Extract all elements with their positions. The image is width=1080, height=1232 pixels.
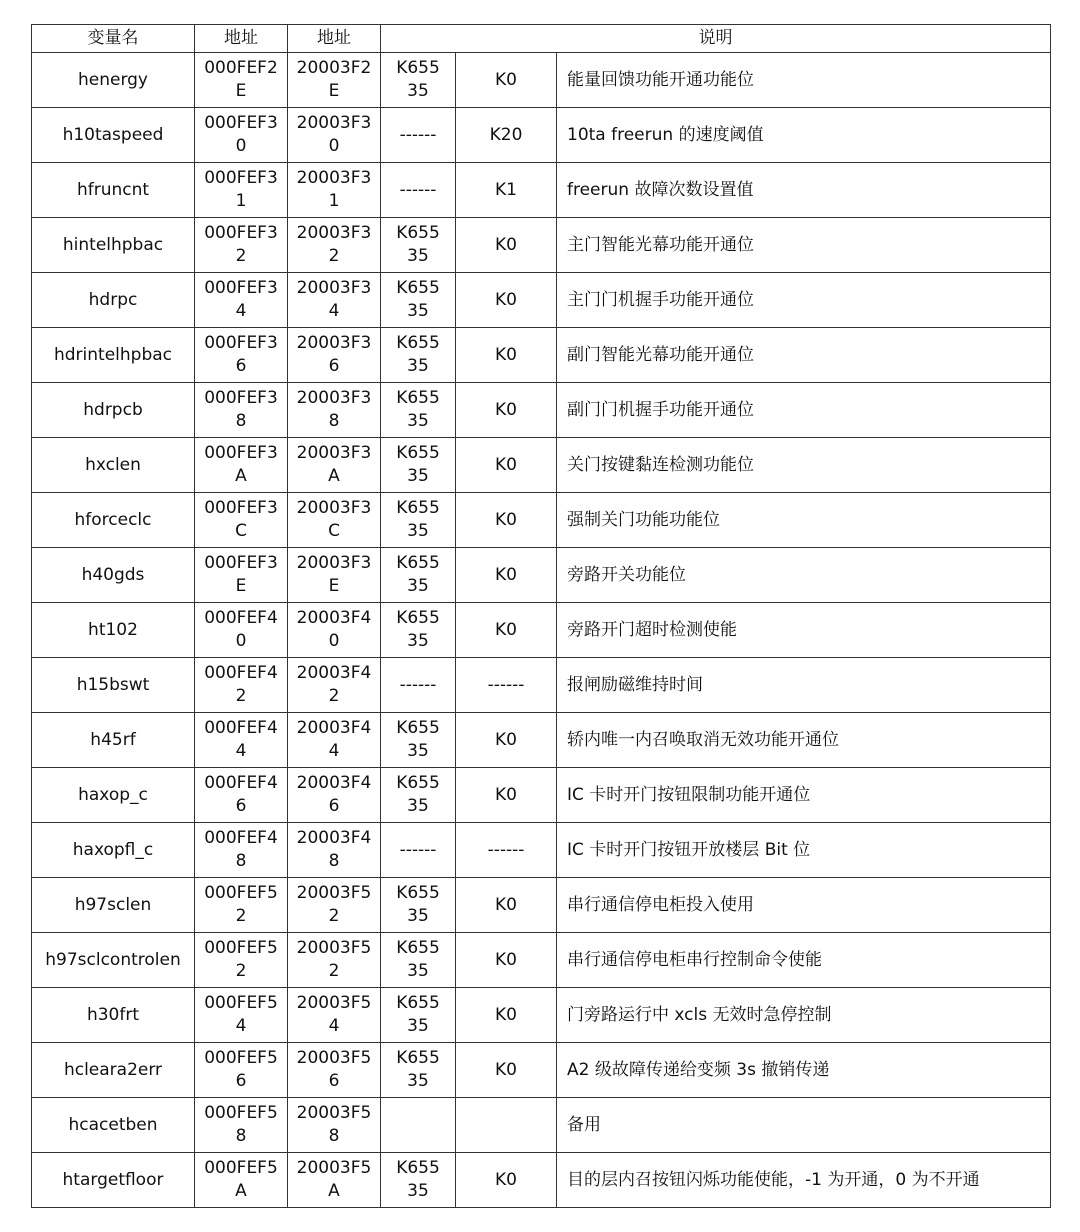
max-value-cell — [381, 438, 456, 493]
default-value-cell-text: K0 — [495, 454, 517, 475]
description-cell-text: IC 卡时开门按钮开放楼层 Bit 位 — [567, 839, 811, 860]
table-row — [32, 218, 1051, 273]
table-row — [32, 548, 1051, 603]
max-value-cell-text: ------ — [399, 839, 437, 860]
max-value-cell-text: ------ — [399, 179, 437, 200]
default-value-cell — [456, 328, 557, 383]
address-1-cell-text: 000FEF2E — [204, 58, 278, 101]
max-value-cell-text: K65535 — [396, 773, 440, 816]
table-row — [32, 823, 1051, 878]
table-row — [32, 1153, 1051, 1208]
description-cell — [557, 383, 1051, 438]
address-1-cell-text: 000FEF3E — [204, 553, 278, 596]
table-row — [32, 603, 1051, 658]
address-2-cell-text: 20003F58 — [296, 1103, 372, 1146]
description-cell — [557, 658, 1051, 713]
table-row — [32, 713, 1051, 768]
default-value-cell-text: K0 — [495, 894, 517, 915]
address-2-cell-text: 20003F34 — [296, 278, 372, 321]
variable-name-cell — [32, 1043, 195, 1098]
address-1-cell — [195, 768, 288, 823]
max-value-cell — [381, 878, 456, 933]
variable-name-cell — [32, 53, 195, 108]
max-value-cell — [381, 603, 456, 658]
variable-name-cell-text: htargetfloor — [62, 1169, 164, 1190]
description-cell-text: 10ta freerun 的速度阈值 — [567, 124, 764, 145]
address-2-cell-text: 20003F5A — [296, 1158, 372, 1201]
description-cell — [557, 218, 1051, 273]
header-variable-name: 变量名 — [32, 25, 195, 53]
default-value-cell-text: K0 — [495, 69, 517, 90]
default-value-cell — [456, 713, 557, 768]
max-value-cell — [381, 1153, 456, 1208]
variable-name-cell — [32, 1153, 195, 1208]
table-row — [32, 438, 1051, 493]
max-value-cell-text: ------ — [399, 124, 437, 145]
max-value-cell — [381, 988, 456, 1043]
variable-name-cell-text: h15bswt — [76, 674, 150, 695]
description-cell-text: 旁路开关功能位 — [567, 564, 686, 585]
variable-name-cell — [32, 273, 195, 328]
address-1-cell-text: 000FEF32 — [204, 223, 278, 266]
default-value-cell — [456, 1043, 557, 1098]
variable-name-cell-text: hcleara2err — [63, 1059, 163, 1080]
max-value-cell-text: K65535 — [396, 223, 440, 266]
address-1-cell-text: 000FEF3C — [204, 498, 278, 541]
address-2-cell — [288, 383, 381, 438]
default-value-cell-text: K20 — [489, 124, 523, 145]
description-cell — [557, 328, 1051, 383]
address-2-cell-text: 20003F31 — [296, 168, 372, 211]
default-value-cell-text: K0 — [495, 399, 517, 420]
max-value-cell-text: K65535 — [396, 993, 440, 1036]
table-row — [32, 493, 1051, 548]
address-1-cell — [195, 383, 288, 438]
address-1-cell — [195, 1098, 288, 1153]
address-1-cell — [195, 438, 288, 493]
default-value-cell-text: K0 — [495, 1169, 517, 1190]
table-row — [32, 108, 1051, 163]
variable-name-cell — [32, 1098, 195, 1153]
variable-table — [31, 24, 1051, 1208]
max-value-cell — [381, 548, 456, 603]
address-2-cell — [288, 713, 381, 768]
max-value-cell — [381, 1043, 456, 1098]
description-cell — [557, 933, 1051, 988]
variable-name-cell — [32, 493, 195, 548]
table-row — [32, 1098, 1051, 1153]
table-row — [32, 1043, 1051, 1098]
default-value-cell — [456, 438, 557, 493]
variable-name-cell — [32, 713, 195, 768]
variable-name-cell — [32, 163, 195, 218]
description-cell-text: 关门按键黏连检测功能位 — [567, 454, 754, 475]
default-value-cell-text: K1 — [495, 179, 517, 200]
description-cell — [557, 493, 1051, 548]
table-row — [32, 383, 1051, 438]
address-1-cell — [195, 328, 288, 383]
max-value-cell — [381, 823, 456, 878]
address-2-cell — [288, 1153, 381, 1208]
address-1-cell-text: 000FEF54 — [204, 993, 278, 1036]
address-2-cell — [288, 273, 381, 328]
header-address-2: 地址 — [288, 25, 381, 53]
address-2-cell — [288, 768, 381, 823]
address-2-cell — [288, 1043, 381, 1098]
description-cell — [557, 878, 1051, 933]
address-2-cell — [288, 438, 381, 493]
address-1-cell-text: 000FEF44 — [204, 718, 278, 761]
variable-name-cell-text: haxopfl_c — [72, 839, 154, 860]
description-cell — [557, 108, 1051, 163]
default-value-cell — [456, 273, 557, 328]
description-cell-text: 副门智能光幕功能开通位 — [567, 344, 754, 365]
max-value-cell — [381, 328, 456, 383]
variable-name-cell-text: hdrpcb — [83, 399, 143, 420]
max-value-cell — [381, 218, 456, 273]
table-row — [32, 768, 1051, 823]
description-cell — [557, 713, 1051, 768]
address-1-cell-text: 000FEF40 — [204, 608, 278, 651]
address-1-cell — [195, 548, 288, 603]
max-value-cell — [381, 713, 456, 768]
variable-name-cell-text: henergy — [77, 69, 148, 90]
max-value-cell — [381, 768, 456, 823]
max-value-cell — [381, 53, 456, 108]
address-1-cell-text: 000FEF46 — [204, 773, 278, 816]
variable-name-cell-text: hdrpc — [88, 289, 138, 310]
description-cell-text: 报闸励磁维持时间 — [567, 674, 703, 695]
default-value-cell — [456, 218, 557, 273]
description-cell — [557, 1153, 1051, 1208]
address-2-cell — [288, 163, 381, 218]
address-1-cell-text: 000FEF38 — [204, 388, 278, 431]
default-value-cell — [456, 768, 557, 823]
default-value-cell — [456, 988, 557, 1043]
max-value-cell-text: K65535 — [396, 718, 440, 761]
description-cell — [557, 548, 1051, 603]
max-value-cell — [381, 163, 456, 218]
default-value-cell-text: K0 — [495, 234, 517, 255]
address-2-cell-text: 20003F44 — [296, 718, 372, 761]
max-value-cell-text: K65535 — [396, 333, 440, 376]
default-value-cell-text: K0 — [495, 949, 517, 970]
table-row — [32, 273, 1051, 328]
address-1-cell-text: 000FEF48 — [204, 828, 278, 871]
address-1-cell — [195, 823, 288, 878]
max-value-cell — [381, 108, 456, 163]
address-1-cell — [195, 163, 288, 218]
address-2-cell-text: 20003F38 — [296, 388, 372, 431]
address-1-cell — [195, 1043, 288, 1098]
variable-name-cell — [32, 328, 195, 383]
address-2-cell-text: 20003F52 — [296, 938, 372, 981]
variable-name-cell-text: h40gds — [81, 564, 145, 585]
table-row — [32, 53, 1051, 108]
address-2-cell-text: 20003F30 — [296, 113, 372, 156]
variable-name-cell — [32, 383, 195, 438]
max-value-cell — [381, 383, 456, 438]
variable-name-cell — [32, 603, 195, 658]
address-2-cell — [288, 1098, 381, 1153]
address-2-cell — [288, 53, 381, 108]
max-value-cell-text: K65535 — [396, 608, 440, 651]
variable-name-cell-text: ht102 — [88, 619, 138, 640]
default-value-cell — [456, 493, 557, 548]
address-1-cell — [195, 878, 288, 933]
description-cell-text: 备用 — [567, 1114, 601, 1135]
address-1-cell — [195, 603, 288, 658]
max-value-cell — [381, 933, 456, 988]
description-cell-text: 串行通信停电柜投入使用 — [567, 894, 754, 915]
default-value-cell-text: K0 — [495, 784, 517, 805]
variable-name-cell-text: h97sclcontrolen — [45, 949, 181, 970]
variable-name-cell — [32, 878, 195, 933]
address-1-cell — [195, 53, 288, 108]
description-cell-text: 副门门机握手功能开通位 — [567, 399, 754, 420]
default-value-cell — [456, 823, 557, 878]
variable-name-cell — [32, 548, 195, 603]
address-2-cell-text: 20003F32 — [296, 223, 372, 266]
max-value-cell — [381, 493, 456, 548]
variable-name-cell-text: hforceclc — [74, 509, 152, 530]
table-header-row — [32, 25, 1051, 53]
address-1-cell — [195, 713, 288, 768]
description-cell — [557, 1098, 1051, 1153]
address-2-cell-text: 20003F42 — [296, 663, 372, 706]
variable-name-cell — [32, 933, 195, 988]
address-1-cell-text: 000FEF31 — [204, 168, 278, 211]
description-cell-text: 轿内唯一内召唤取消无效功能开通位 — [567, 729, 839, 750]
max-value-cell-text: K65535 — [396, 498, 440, 541]
variable-name-cell-text: hxclen — [85, 454, 141, 475]
header-address-1: 地址 — [195, 25, 288, 53]
default-value-cell — [456, 658, 557, 713]
max-value-cell-text: K65535 — [396, 443, 440, 486]
address-2-cell-text: 20003F48 — [296, 828, 372, 871]
description-cell-text: 旁路开门超时检测使能 — [567, 619, 737, 640]
address-2-cell-text: 20003F3A — [296, 443, 372, 486]
variable-name-cell-text: hcacetben — [68, 1114, 158, 1135]
default-value-cell — [456, 878, 557, 933]
variable-name-cell-text: h97sclen — [74, 894, 152, 915]
description-cell-text: 能量回馈功能开通功能位 — [567, 69, 754, 90]
table-row — [32, 658, 1051, 713]
description-cell — [557, 438, 1051, 493]
variable-name-cell-text: haxop_c — [78, 784, 148, 805]
address-2-cell-text: 20003F56 — [296, 1048, 372, 1091]
address-1-cell-text: 000FEF56 — [204, 1048, 278, 1091]
description-cell-text: freerun 故障次数设置值 — [567, 179, 754, 200]
address-2-cell — [288, 218, 381, 273]
address-2-cell-text: 20003F3C — [296, 498, 372, 541]
address-2-cell — [288, 108, 381, 163]
description-cell — [557, 988, 1051, 1043]
default-value-cell-text: K0 — [495, 564, 517, 585]
table-row — [32, 933, 1051, 988]
address-1-cell — [195, 218, 288, 273]
description-cell — [557, 273, 1051, 328]
variable-name-cell-text: h30frt — [86, 1004, 140, 1025]
address-2-cell-text: 20003F40 — [296, 608, 372, 651]
default-value-cell — [456, 108, 557, 163]
max-value-cell-text: K65535 — [396, 1158, 440, 1201]
address-1-cell — [195, 493, 288, 548]
address-2-cell — [288, 658, 381, 713]
address-1-cell — [195, 658, 288, 713]
max-value-cell-text: K65535 — [396, 388, 440, 431]
address-1-cell — [195, 988, 288, 1043]
address-2-cell — [288, 493, 381, 548]
description-cell-text: 门旁路运行中 xcls 无效时急停控制 — [567, 1004, 832, 1025]
variable-name-cell-text: hdrintelhpbac — [53, 344, 173, 365]
description-cell-text: 目的层内召按钮闪烁功能使能，-1 为开通，0 为不开通 — [567, 1169, 980, 1190]
address-2-cell — [288, 603, 381, 658]
max-value-cell — [381, 658, 456, 713]
description-cell-text: IC 卡时开门按钮限制功能开通位 — [567, 784, 811, 805]
description-cell — [557, 823, 1051, 878]
max-value-cell-text: K65535 — [396, 278, 440, 321]
default-value-cell — [456, 53, 557, 108]
address-1-cell-text: 000FEF52 — [204, 938, 278, 981]
default-value-cell — [456, 1098, 557, 1153]
default-value-cell-text: K0 — [495, 344, 517, 365]
variable-name-cell — [32, 108, 195, 163]
address-2-cell — [288, 988, 381, 1043]
max-value-cell-text: K65535 — [396, 1048, 440, 1091]
variable-name-cell-text: h45rf — [90, 729, 136, 750]
address-2-cell — [288, 933, 381, 988]
table-row — [32, 328, 1051, 383]
variable-name-cell-text: hintelhpbac — [62, 234, 164, 255]
max-value-cell-text: K65535 — [396, 938, 440, 981]
variable-name-cell — [32, 988, 195, 1043]
variable-name-cell — [32, 658, 195, 713]
address-2-cell — [288, 878, 381, 933]
address-1-cell — [195, 273, 288, 328]
address-1-cell-text: 000FEF42 — [204, 663, 278, 706]
variable-name-cell — [32, 218, 195, 273]
description-cell — [557, 768, 1051, 823]
default-value-cell-text: ------ — [487, 839, 525, 860]
table-row — [32, 163, 1051, 218]
description-cell-text: 主门智能光幕功能开通位 — [567, 234, 754, 255]
address-2-cell — [288, 823, 381, 878]
description-cell-text: 强制关门功能功能位 — [567, 509, 720, 530]
variable-name-cell — [32, 438, 195, 493]
address-2-cell — [288, 548, 381, 603]
address-1-cell-text: 000FEF5A — [204, 1158, 278, 1201]
address-2-cell-text: 20003F52 — [296, 883, 372, 926]
description-cell-text: 串行通信停电柜串行控制命令使能 — [567, 949, 822, 970]
address-2-cell-text: 20003F3E — [296, 553, 372, 596]
default-value-cell-text: K0 — [495, 1004, 517, 1025]
description-cell — [557, 163, 1051, 218]
address-2-cell-text: 20003F46 — [296, 773, 372, 816]
table-row — [32, 988, 1051, 1043]
description-cell — [557, 1043, 1051, 1098]
max-value-cell-text: K65535 — [396, 553, 440, 596]
address-1-cell-text: 000FEF36 — [204, 333, 278, 376]
description-cell-text: 主门门机握手功能开通位 — [567, 289, 754, 310]
variable-name-cell-text: h10taspeed — [62, 124, 164, 145]
address-1-cell — [195, 108, 288, 163]
default-value-cell — [456, 548, 557, 603]
description-cell — [557, 603, 1051, 658]
max-value-cell-text: K65535 — [396, 58, 440, 101]
variable-name-cell-text: hfruncnt — [76, 179, 150, 200]
address-2-cell-text: 20003F2E — [296, 58, 372, 101]
max-value-cell-text: K65535 — [396, 883, 440, 926]
default-value-cell — [456, 383, 557, 438]
default-value-cell — [456, 603, 557, 658]
address-1-cell-text: 000FEF3A — [204, 443, 278, 486]
max-value-cell — [381, 1098, 456, 1153]
address-2-cell-text: 20003F36 — [296, 333, 372, 376]
address-1-cell-text: 000FEF58 — [204, 1103, 278, 1146]
default-value-cell — [456, 163, 557, 218]
table-row — [32, 878, 1051, 933]
address-1-cell-text: 000FEF52 — [204, 883, 278, 926]
default-value-cell-text: K0 — [495, 619, 517, 640]
default-value-cell-text: K0 — [495, 1059, 517, 1080]
variable-name-cell — [32, 768, 195, 823]
address-1-cell-text: 000FEF30 — [204, 113, 278, 156]
max-value-cell — [381, 273, 456, 328]
max-value-cell-text: ------ — [399, 674, 437, 695]
default-value-cell-text: ------ — [487, 674, 525, 695]
variable-name-cell — [32, 823, 195, 878]
description-cell — [557, 53, 1051, 108]
address-1-cell — [195, 1153, 288, 1208]
address-1-cell — [195, 933, 288, 988]
default-value-cell-text: K0 — [495, 289, 517, 310]
address-2-cell-text: 20003F54 — [296, 993, 372, 1036]
address-1-cell-text: 000FEF34 — [204, 278, 278, 321]
address-2-cell — [288, 328, 381, 383]
description-cell-text: A2 级故障传递给变频 3s 撤销传递 — [567, 1059, 830, 1080]
header-description: 说明 — [381, 25, 1051, 53]
default-value-cell-text: K0 — [495, 729, 517, 750]
default-value-cell — [456, 1153, 557, 1208]
default-value-cell — [456, 933, 557, 988]
default-value-cell-text: K0 — [495, 509, 517, 530]
